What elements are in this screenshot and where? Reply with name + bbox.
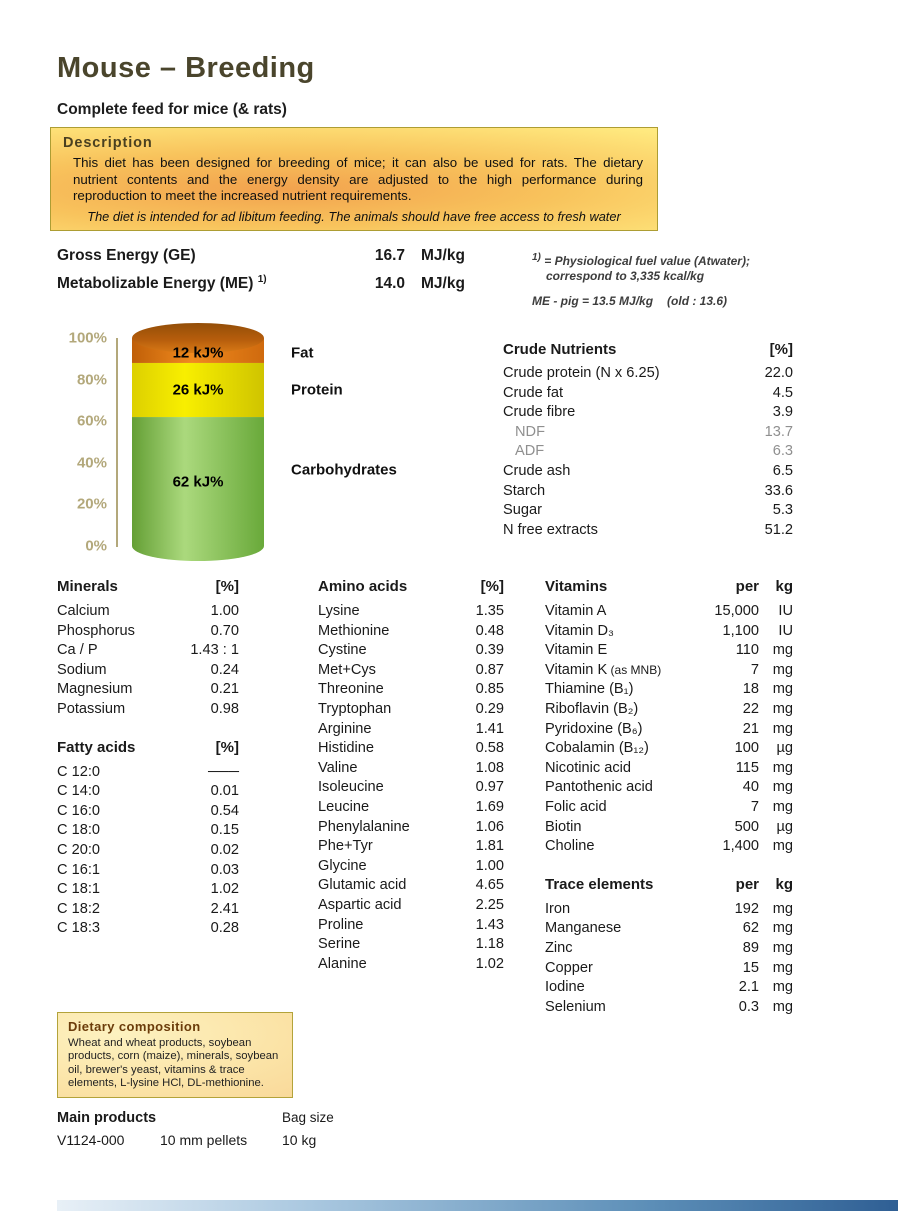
- table-row: [57, 803, 239, 823]
- row-value: 1,400: [722, 838, 759, 855]
- gross-energy-row: [57, 247, 537, 274]
- trace-elements-header: [545, 876, 793, 901]
- row-label: Zinc: [545, 939, 573, 956]
- row-label: Copper: [545, 959, 593, 976]
- row-label: Serine: [318, 936, 361, 953]
- row-value: 15: [742, 959, 759, 976]
- row-value: 0.70: [210, 622, 239, 639]
- row-unit: mg: [772, 720, 793, 737]
- segment-value-label: 62 kJ%: [172, 473, 224, 491]
- table-heading: Crude Nutrients: [503, 341, 617, 358]
- table-row: [503, 502, 793, 522]
- table-row: [545, 681, 793, 701]
- row-unit: mg: [772, 661, 793, 678]
- amino-acids-header: [318, 578, 504, 603]
- table-row: [57, 783, 239, 803]
- row-label: Phosphorus: [57, 622, 135, 639]
- segment-value-label: 26 kJ%: [172, 381, 224, 399]
- unit-header: [%]: [769, 341, 793, 358]
- table-row: [545, 999, 793, 1019]
- row-label-note: (as MNB): [607, 662, 662, 677]
- table-row: [57, 681, 239, 701]
- description-box: [50, 127, 658, 231]
- row-label: NDF: [515, 423, 545, 440]
- table-heading: Minerals: [57, 578, 118, 595]
- table-row: [57, 701, 239, 721]
- row-value: 40: [742, 779, 759, 796]
- row-value: 1.43: [475, 916, 504, 933]
- row-label: Vitamin E: [545, 642, 608, 659]
- row-unit: µg: [776, 740, 793, 757]
- page-title: Mouse – Breeding: [57, 52, 315, 84]
- row-value: 0.98: [210, 700, 239, 717]
- table-row: [545, 760, 793, 780]
- row-value: 1.81: [475, 838, 504, 855]
- row-value: 1.43 : 1: [190, 642, 239, 659]
- unit-header: [%]: [215, 578, 239, 595]
- row-value: 13.7: [764, 423, 793, 440]
- y-tick-label: 100%: [68, 329, 107, 347]
- bag-size-heading: Bag size: [282, 1110, 334, 1125]
- table-row: [545, 701, 793, 721]
- row-value: 3.9: [772, 404, 793, 421]
- row-value: 0.21: [210, 681, 239, 698]
- table-row: [57, 623, 239, 643]
- row-unit: mg: [772, 838, 793, 855]
- row-value: 500: [734, 818, 759, 835]
- row-value: 33.6: [764, 482, 793, 499]
- amino-acids-table: [318, 603, 504, 975]
- footnote-marker: 1): [257, 274, 267, 285]
- minerals-header: [57, 578, 239, 603]
- product-bag-size: 10 kg: [282, 1132, 317, 1148]
- row-value: 1.41: [475, 720, 504, 737]
- row-label: C 14:0: [57, 783, 100, 800]
- products-header: [57, 1110, 477, 1132]
- table-heading: Fatty acids: [57, 738, 136, 756]
- row-value: 22.0: [764, 365, 793, 381]
- table-row: [503, 365, 793, 385]
- row-value: 1,100: [722, 622, 759, 639]
- row-unit: mg: [772, 939, 793, 956]
- table-row: [57, 662, 239, 682]
- crude-nutrients-header: [503, 341, 793, 365]
- row-value: 0.01: [210, 783, 239, 800]
- table-row: [318, 858, 504, 878]
- amino-acids-column: [318, 578, 504, 975]
- row-value: 1.00: [210, 603, 239, 619]
- row-label: Manganese: [545, 920, 622, 937]
- row-label: Methionine: [318, 622, 390, 639]
- table-row: [503, 404, 793, 424]
- table-row: [57, 603, 239, 623]
- row-label: Phenylalanine: [318, 818, 410, 835]
- table-row: [318, 603, 504, 623]
- row-unit: mg: [772, 681, 793, 698]
- table-row: [545, 940, 793, 960]
- y-tick-label: 0%: [85, 537, 107, 555]
- table-row: [545, 623, 793, 643]
- table-row: [318, 721, 504, 741]
- row-unit: mg: [772, 959, 793, 976]
- row-unit: mg: [772, 979, 793, 996]
- table-row: [57, 901, 239, 921]
- row-value: 100: [734, 740, 759, 757]
- kg-header: kg: [775, 875, 793, 893]
- table-row: [318, 642, 504, 662]
- row-value: 6.5: [772, 462, 793, 479]
- table-row: [503, 424, 793, 444]
- table-row: [57, 862, 239, 882]
- footnote-marker: 1): [532, 252, 541, 263]
- row-unit: mg: [772, 798, 793, 815]
- table-row: [318, 623, 504, 643]
- table-row: [318, 917, 504, 937]
- product-row: [57, 1132, 477, 1152]
- row-value: 115: [735, 759, 759, 776]
- row-label: C 18:1: [57, 881, 100, 898]
- table-heading: Vitamins: [545, 578, 608, 595]
- table-row: [545, 799, 793, 819]
- row-value: 0.54: [210, 802, 239, 819]
- row-unit: mg: [772, 998, 793, 1015]
- row-label: Sodium: [57, 661, 107, 678]
- row-value: 1.69: [475, 798, 504, 815]
- row-label: Pyridoxine (B₆): [545, 720, 643, 737]
- table-row: [503, 463, 793, 483]
- row-value: 6.3: [772, 443, 793, 460]
- vitamins-header: [545, 578, 793, 603]
- row-label: Valine: [318, 759, 358, 776]
- description-heading: Description: [63, 135, 153, 151]
- row-label: Lysine: [318, 603, 360, 619]
- row-value: 5.3: [772, 502, 793, 519]
- row-value: 89: [742, 939, 759, 956]
- y-tick-label: 20%: [76, 495, 107, 513]
- table-row: [545, 740, 793, 760]
- energy-distribution-chart: [45, 318, 485, 570]
- row-label: Glycine: [318, 857, 367, 874]
- row-unit: mg: [772, 900, 793, 917]
- row-label: Pantothenic acid: [545, 779, 653, 796]
- table-row: [57, 822, 239, 842]
- table-row: [545, 979, 793, 999]
- vitamins-table: [545, 603, 793, 858]
- row-value: 0.15: [210, 822, 239, 839]
- dietary-composition-box: [57, 1012, 293, 1098]
- row-label: Crude fibre: [503, 404, 576, 421]
- dietary-composition-body: Wheat and wheat products, soybean products, corn (maize), minerals, soybean oil, brewer's yeast, vitamins & trace elements, L-lysine HCl, DL-methionine.: [68, 1037, 279, 1090]
- row-value: 1.35: [475, 603, 504, 619]
- table-row: [545, 721, 793, 741]
- minerals-table: [57, 603, 239, 721]
- row-value: 1.06: [475, 818, 504, 835]
- row-value: 0.3: [738, 998, 759, 1015]
- minerals-column: [57, 578, 239, 940]
- row-label: Met+Cys: [318, 661, 376, 678]
- table-row: [545, 960, 793, 980]
- table-row: [318, 701, 504, 721]
- row-value: 0.03: [210, 861, 239, 878]
- table-row: [503, 522, 793, 542]
- row-value: 1.08: [475, 759, 504, 776]
- table-row: [545, 662, 793, 682]
- main-products-section: [57, 1110, 477, 1152]
- footnote-line-1: $^{1)}$ = Physiological fuel value (Atwater);: [532, 252, 750, 268]
- row-value: 1.00: [475, 857, 504, 874]
- energy-footnote: [532, 251, 872, 309]
- row-label: Aspartic acid: [318, 896, 402, 913]
- row-label: Iodine: [545, 979, 585, 996]
- row-label: Cobalamin (B₁₂): [545, 740, 649, 757]
- row-label: Crude protein (N x 6.25): [503, 365, 660, 381]
- table-row: [318, 897, 504, 917]
- description-note: The diet is intended for ad libitum feeding. The animals should have free access to fresh water: [87, 208, 621, 224]
- table-heading: Trace elements: [545, 875, 654, 893]
- row-unit: mg: [772, 642, 793, 659]
- table-row: [318, 936, 504, 956]
- row-value: 192: [734, 900, 759, 917]
- trace-elements-table: [545, 901, 793, 1019]
- row-unit: µg: [776, 818, 793, 835]
- metabolizable-energy-value: 14.0: [374, 275, 405, 293]
- row-label: Choline: [545, 838, 595, 855]
- row-label: Leucine: [318, 798, 370, 815]
- row-value: 62: [742, 920, 759, 937]
- me-pig-note: ME - pig = 13.5 MJ/kg (old : 13.6): [532, 294, 728, 308]
- row-value: 22: [742, 700, 759, 717]
- table-row: [318, 779, 504, 799]
- row-label: Riboflavin (B₂): [545, 700, 639, 717]
- fatty-acids-header: [57, 739, 239, 764]
- table-row: [318, 740, 504, 760]
- row-label: Isoleucine: [318, 779, 384, 796]
- row-value: 0.48: [475, 622, 504, 639]
- row-label: C 12:0: [57, 763, 100, 780]
- row-value: 0.97: [475, 779, 504, 796]
- gross-energy-unit: MJ/kg: [421, 247, 465, 264]
- row-value: 2.25: [475, 896, 504, 913]
- table-row: [318, 662, 504, 682]
- gross-energy-label: Gross Energy (GE): [57, 247, 196, 264]
- row-value: 0.02: [210, 841, 239, 858]
- row-value: 7: [750, 661, 759, 678]
- row-label: Cystine: [318, 642, 367, 659]
- row-value: 0.58: [475, 740, 504, 757]
- vitamins-column: [545, 578, 793, 1018]
- unit-header: [%]: [215, 738, 239, 756]
- unit-header: [%]: [480, 578, 504, 595]
- table-row: [545, 603, 793, 623]
- row-value: 4.65: [475, 877, 504, 894]
- y-tick-label: 60%: [76, 412, 107, 430]
- dietary-composition-heading: Dietary composition: [68, 1019, 201, 1034]
- row-label: Glutamic acid: [318, 877, 407, 894]
- table-row: [318, 877, 504, 897]
- row-value: 0.29: [475, 700, 504, 717]
- row-value: 18: [742, 681, 759, 698]
- category-label: Protein: [291, 381, 343, 399]
- row-value: 0.85: [475, 681, 504, 698]
- crude-nutrients-table: [503, 341, 793, 541]
- page-subtitle: Complete feed for mice (& rats): [57, 101, 287, 118]
- row-label: Ca / P: [57, 642, 98, 659]
- row-label: Vitamin D₃: [545, 622, 614, 639]
- segment-value-label: 12 kJ%: [172, 344, 224, 362]
- row-value: 1.02: [475, 955, 504, 972]
- row-label: N free extracts: [503, 521, 598, 538]
- row-label: C 18:3: [57, 920, 100, 937]
- row-unit: mg: [772, 779, 793, 796]
- row-label: Folic acid: [545, 798, 607, 815]
- table-row: [503, 443, 793, 463]
- energy-section: [57, 247, 537, 301]
- y-tick-label: 80%: [76, 371, 107, 389]
- per-header: per: [735, 578, 759, 595]
- kg-header: kg: [775, 578, 793, 595]
- row-label: Calcium: [57, 603, 110, 619]
- table-row: [318, 681, 504, 701]
- row-value: 15,000: [714, 603, 759, 619]
- row-value: 1.02: [210, 881, 239, 898]
- table-row: [57, 764, 239, 784]
- table-row: [57, 842, 239, 862]
- row-label: Proline: [318, 916, 364, 933]
- table-row: [57, 920, 239, 940]
- row-label: Arginine: [318, 720, 372, 737]
- table-row: [318, 760, 504, 780]
- row-label: Crude fat: [503, 384, 564, 401]
- row-label: Sugar: [503, 502, 542, 519]
- row-label: ADF: [515, 443, 545, 460]
- table-row: [57, 642, 239, 662]
- row-label: Phe+Tyr: [318, 838, 373, 855]
- product-form: 10 mm pellets: [160, 1132, 248, 1148]
- row-label: Magnesium: [57, 681, 133, 698]
- row-label: Crude ash: [503, 462, 571, 479]
- metabolizable-energy-label: Metabolizable Energy (ME) $^{1)}$: [57, 274, 267, 293]
- row-value: 110: [735, 642, 759, 659]
- main-products-heading: Main products: [57, 1110, 157, 1126]
- row-label: C 16:0: [57, 802, 100, 819]
- row-unit: mg: [772, 700, 793, 717]
- table-row: [545, 838, 793, 858]
- row-label: C 18:2: [57, 900, 100, 917]
- table-row: [503, 385, 793, 405]
- table-heading: Amino acids: [318, 578, 408, 595]
- per-header: per: [735, 875, 759, 893]
- row-label: Threonine: [318, 681, 384, 698]
- row-value: 0.24: [210, 661, 239, 678]
- row-label: Tryptophan: [318, 700, 392, 717]
- row-label: Selenium: [545, 998, 606, 1015]
- row-label: Vitamin K (as MNB): [545, 661, 662, 678]
- row-unit: IU: [778, 622, 793, 639]
- row-value: 2.41: [210, 900, 239, 917]
- footnote-line-2: correspond to 3,335 kcal/kg: [546, 268, 705, 283]
- description-body: This diet has been designed for breeding of mice; it can also be used for rats. The dietary nutrient contents and the energy density are adjusted to the high performance during reproduction to meet the increased nutrient requirements.: [73, 155, 643, 203]
- row-label: Nicotinic acid: [545, 759, 631, 776]
- y-tick-label: 40%: [76, 454, 107, 472]
- row-value: 21: [742, 720, 759, 737]
- metabolizable-energy-row: [57, 274, 537, 301]
- table-row: [318, 799, 504, 819]
- row-value: 0.28: [210, 920, 239, 937]
- row-label: Vitamin A: [545, 603, 607, 619]
- category-label: Carbohydrates: [291, 461, 397, 479]
- row-value: 0.39: [475, 642, 504, 659]
- row-label: C 20:0: [57, 841, 100, 858]
- y-axis-ticks: [45, 318, 107, 570]
- y-axis-line: [116, 338, 118, 547]
- row-unit: mg: [772, 920, 793, 937]
- row-label: C 18:0: [57, 822, 100, 839]
- table-row: [545, 920, 793, 940]
- row-unit: IU: [778, 603, 793, 619]
- footer-accent-bar: [57, 1200, 898, 1211]
- row-value: 7: [750, 798, 759, 815]
- table-row: [318, 838, 504, 858]
- table-row: [545, 779, 793, 799]
- table-row: [545, 901, 793, 921]
- gross-energy-value: 16.7: [374, 247, 405, 264]
- row-label: Histidine: [318, 740, 374, 757]
- row-label: Biotin: [545, 818, 582, 835]
- product-code: V1124-000: [57, 1132, 125, 1148]
- table-row: [318, 956, 504, 976]
- row-value: 0.87: [475, 661, 504, 678]
- row-label: Starch: [503, 482, 546, 499]
- row-label: Alanine: [318, 955, 367, 972]
- row-label: Iron: [545, 900, 571, 917]
- table-row: [57, 881, 239, 901]
- table-row: [545, 819, 793, 839]
- row-value: 4.5: [772, 384, 793, 401]
- row-label: Potassium: [57, 700, 126, 717]
- category-label: Fat: [291, 344, 314, 362]
- table-row: [545, 642, 793, 662]
- table-row: [503, 483, 793, 503]
- row-value: 2.1: [738, 979, 759, 996]
- row-value: ───: [207, 763, 239, 780]
- fatty-acids-table: [57, 764, 239, 940]
- row-unit: mg: [772, 759, 793, 776]
- row-value: 51.2: [764, 521, 793, 538]
- table-row: [318, 819, 504, 839]
- row-label: C 16:1: [57, 861, 100, 878]
- row-value: 1.18: [475, 936, 504, 953]
- row-label: Thiamine (B₁): [545, 681, 634, 698]
- metabolizable-energy-unit: MJ/kg: [421, 275, 465, 293]
